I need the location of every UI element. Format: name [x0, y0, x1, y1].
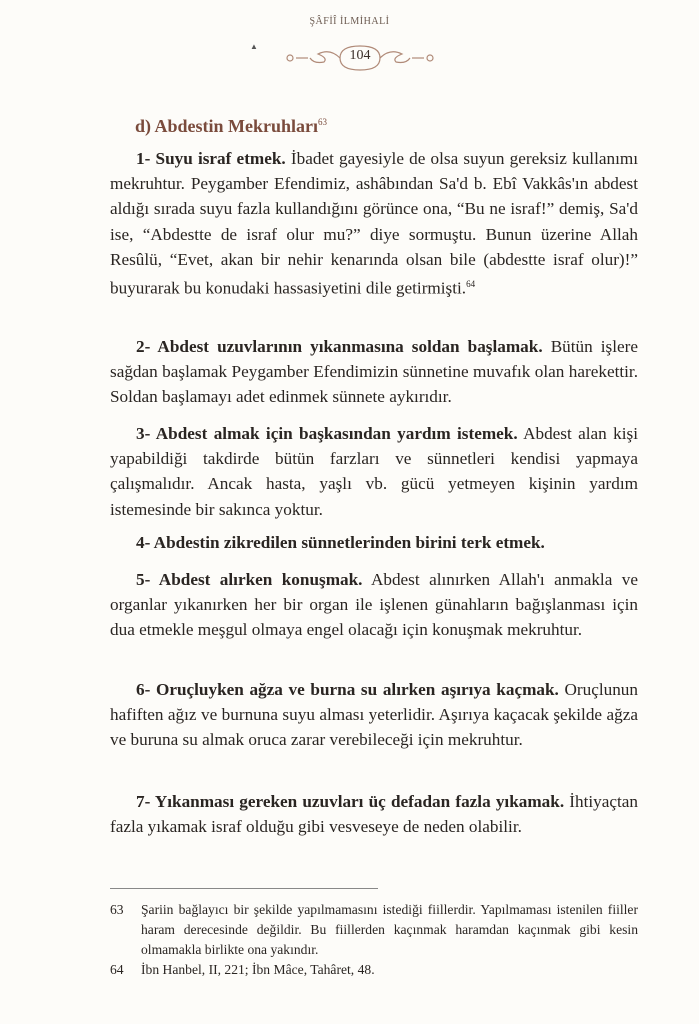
footnote-63	[110, 900, 638, 960]
paragraph-6	[110, 677, 638, 753]
footnote-ref: 63	[318, 117, 328, 127]
footnote-64	[110, 960, 638, 980]
paragraph-lead: 2- Abdest uzuvlarının yıkanmasına soldan başlamak.	[136, 337, 543, 356]
page-number: 104	[349, 48, 371, 63]
ink-speck: ▲	[250, 42, 258, 51]
footnote-number: 64	[110, 962, 124, 977]
paragraph-lead: 6- Oruçluyken ağza ve burna su alırken aşırıya kaçmak.	[136, 680, 559, 699]
paragraph-2	[110, 334, 638, 410]
paragraph-lead: 1- Suyu israf etmek.	[136, 149, 286, 168]
paragraph-lead: 3- Abdest almak için başkasından yardım istemek.	[136, 424, 518, 443]
paragraph-3	[110, 421, 638, 522]
paragraph-7	[110, 789, 638, 839]
paragraph-text: Bütün işlere sağdan başlamak Peygamber Efendimizin sünnetine muvafık olan harekettir. Soldan başlamayı adet edinmek sünnete aykırıdır.	[110, 337, 638, 407]
paragraph-text: Abdest alınırken Allah'ı anmakla ve organlar yıkanırken her bir organ ile işlenen günahların bağışlanması için dua etmekle meşgul olmaya engel olacağı için konuşmak mekruhtur.	[110, 570, 638, 640]
footnote-number: 63	[110, 902, 124, 917]
paragraph-text: İhtiyaçtan fazla yıkamak israf olduğu gibi vesveseye de neden olabilir.	[110, 792, 639, 837]
paragraph-lead: 5- Abdest alırken konuşmak.	[136, 570, 363, 589]
paragraph-text: İbadet gayesiyle de olsa suyun gereksiz kullanımı mekruhtur. Peygamber Efendimiz, ashâbından Sa'd b. Ebî Vakkâs'ın abdest aldığı sırada suyu fazla kullandığını görünce ona, “Bu ne israf!” demiş, Sa'd ise, “Abdestte de israf olur mu?” diye sormuştu. Bunun üzerine Allah Resûlü, “Evet, akan bir nehir kenarında olsan bile (abdestte israf olur)!” buyurarak bu konudaki hassasiyetini dile getirmişti.	[110, 149, 638, 298]
section-title: d) Abdestin Mekruhları	[135, 116, 319, 136]
running-title: ŞÂFİÎ İLMİHALİ	[309, 16, 390, 27]
paragraph-4	[110, 530, 638, 555]
paragraph-text: Abdest alan kişi yapabildiği takdirde bütün farzları ve sünnetleri kendisi yapmaya çalışmalıdır. Ancak hasta, yaşlı vb. gücü yetmeyen kişinin yardım istemesinde bir sakınca yoktur.	[110, 424, 638, 519]
footnote-ref: 64	[466, 279, 476, 290]
section-heading	[135, 116, 327, 137]
paragraph-lead: 4- Abdestin zikredilen sünnetlerinden birini terk etmek.	[136, 533, 545, 552]
paragraph-5	[110, 567, 638, 643]
footnote-text: Şariin bağlayıcı bir şekilde yapılmamasını istediği fiillerdir. Yapılmaması istenilen fiiller haram derecesinde değildir. Bu fiillerden kaçınmak haramdan kaçınmak gibi kesin olmamakla birlikte ona yakındır.	[141, 902, 638, 957]
paragraph-text: Oruçlunun hafiften ağız ve burnuna suyu alması yeterlidir. Aşırıya kaçacak şekilde ağza ve buruna su almak oruca zarar verebileceği için mekruhtur.	[110, 680, 638, 750]
footnote-divider	[110, 888, 378, 889]
footnote-text: İbn Hanbel, II, 221; İbn Mâce, Tahâret, 48.	[141, 962, 375, 977]
paragraph-1	[110, 146, 638, 301]
paragraph-lead: 7- Yıkanması gereken uzuvları üç defadan fazla yıkamak.	[136, 792, 565, 811]
